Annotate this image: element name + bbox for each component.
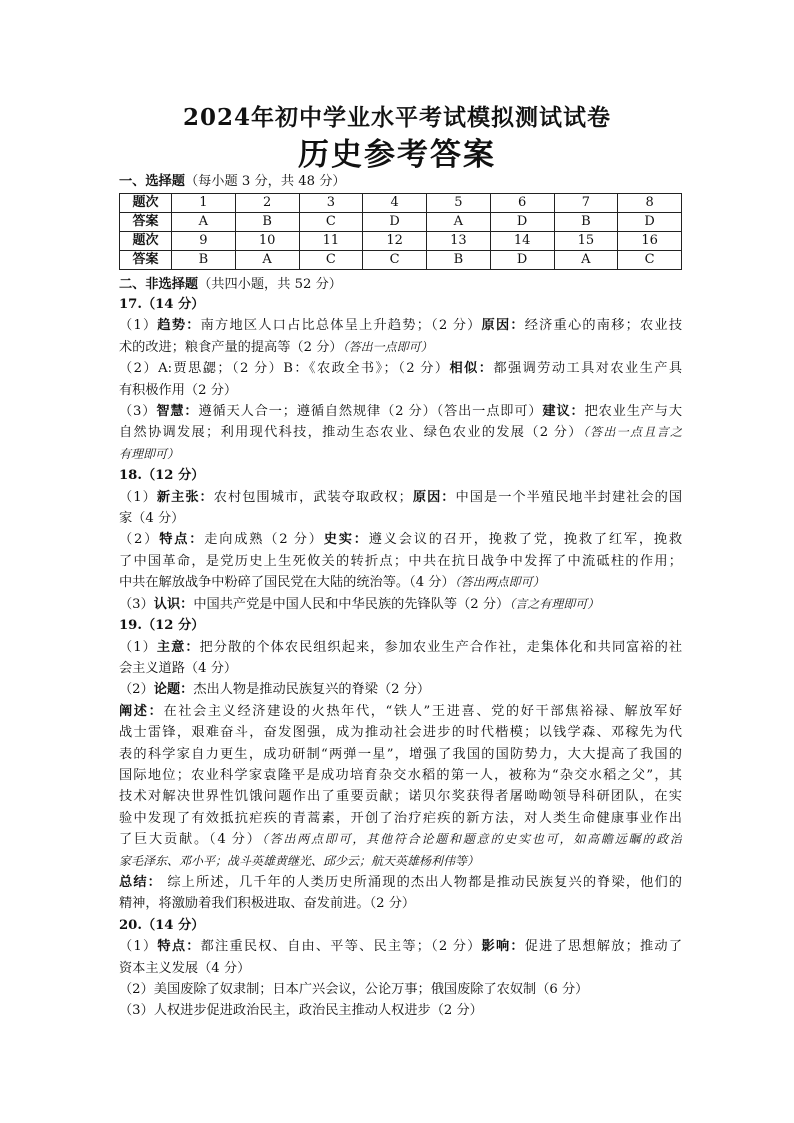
table-cell: C: [299, 251, 363, 270]
answer-note: （答出一点且言之: [582, 425, 682, 440]
answer-line: [119, 508, 682, 529]
answer-line: [119, 872, 682, 893]
table-cell: 16: [618, 232, 682, 251]
table-cell: C: [363, 251, 427, 270]
table-cell: 12: [363, 232, 427, 251]
answer-text: 中国共产党是中国人民和中华民族的先锋队等（2 分）: [193, 596, 510, 612]
answer-line: [119, 294, 682, 315]
table-cell: 9: [172, 232, 236, 251]
table-cell: C: [618, 251, 682, 270]
answer-keyword: 原因：: [411, 489, 456, 505]
answer-keyword: 20.（14 分）: [119, 917, 205, 933]
answer-keyword: 阐述：: [119, 703, 164, 719]
answer-line: [119, 551, 682, 572]
answer-text: 综上所述，几千年的人类历史所涌现的杰出人物都是推动民族复兴的脊梁，他们的: [161, 874, 682, 890]
answer-title: 历史参考答案: [298, 137, 496, 173]
answer-text: （2）: [119, 682, 154, 698]
table-cell: B: [172, 251, 236, 270]
answer-text: 资本主义发展（4 分）: [119, 960, 251, 976]
answer-text: 了巨大贡献。（4 分）: [119, 832, 262, 848]
answer-text: 验中发现了有效抵抗疟疾的青蒿素，开创了治疗疟疾的新方法，对人类生命健康事业作出: [119, 810, 682, 826]
answer-line: [119, 808, 682, 829]
answer-keyword: 总结：: [119, 874, 162, 890]
table-cell: 14: [490, 232, 554, 251]
table-cell: C: [299, 213, 363, 232]
answer-text: （1）: [119, 489, 157, 505]
answer-note: 家毛泽东、邓小平；战斗英雄黄继光、邱少云；航天英雄杨利伟等）: [119, 853, 480, 868]
answer-text: 表的科学家自力更生，成功研制“两弹一星”，增强了我国的国防势力，大大提高了我国的: [119, 746, 682, 762]
answer-line: [119, 529, 682, 550]
answer-keyword: 认识：: [153, 596, 194, 612]
table-cell: 8: [618, 194, 682, 213]
exam-title: 2024年初中学业水平考试模拟测试试卷: [182, 104, 611, 131]
table-cell: 7: [554, 194, 618, 213]
answer-line: [119, 851, 682, 872]
answer-line: [119, 401, 682, 422]
answer-line: [119, 786, 682, 807]
answer-line: [119, 658, 682, 679]
answer-keyword: 19.（12 分）: [119, 618, 205, 634]
answer-note: （答出两点即可）: [454, 575, 545, 590]
answer-keyword: 论题：: [153, 682, 194, 698]
table-cell: 15: [554, 232, 618, 251]
answer-keyword: 特点：: [159, 532, 205, 548]
answer-keyword: 建议：: [542, 404, 585, 420]
table-cell: A: [172, 213, 236, 232]
answer-text: （1）: [119, 939, 158, 955]
answer-line: [119, 315, 682, 336]
section-2-note: （共四小题，共 52 分）: [198, 277, 342, 292]
table-cell: 4: [363, 194, 427, 213]
answer-text: 杰出人物是推动民族复兴的脊梁（2 分）: [193, 682, 431, 698]
answer-text: 农村包围城市，武装夺取政权；: [213, 489, 412, 505]
section-1-heading: [119, 173, 346, 191]
answer-text: 战士雷锋，艰难奋斗，奋发图强，成为推动社会进步的时代楷模；以钱学森、邓稼先为代: [119, 725, 682, 741]
answer-keyword: 影响：: [481, 939, 525, 955]
row-label: 答案: [120, 213, 172, 232]
answer-body: [119, 294, 682, 1022]
answer-line: [119, 358, 682, 379]
answer-keyword: 原因：: [481, 318, 525, 334]
table-cell: D: [618, 213, 682, 232]
answer-line: [119, 380, 682, 401]
table-cell: 13: [427, 232, 491, 251]
answer-text: 技术对解决世界性饥饿问题作出了重要贡献；诺贝尔奖获得者屠呦呦领导科研团队，在实: [119, 789, 682, 805]
table-cell: 1: [172, 194, 236, 213]
answer-keyword: 主意：: [156, 639, 200, 655]
answer-line: [119, 615, 682, 636]
table-cell: D: [490, 251, 554, 270]
section-2-heading: [119, 276, 342, 294]
answer-note: （答出一点即可）: [342, 339, 433, 354]
section-1-note: （每小题 3 分，共 48 分）: [184, 174, 346, 189]
table-cell: 3: [299, 194, 363, 213]
answer-line: [119, 572, 682, 593]
table-cell: D: [363, 213, 427, 232]
answer-keyword: 趋势：: [157, 318, 201, 334]
row-label: 题次: [120, 194, 172, 213]
answer-note: （言之有理即可）: [509, 596, 600, 611]
answer-line: [119, 1000, 682, 1021]
answer-keyword: 17.（14 分）: [119, 297, 205, 312]
answer-text: （2）美国废除了奴隶制；日本广兴会议，公论万事；俄国废除了农奴制（6 分）: [119, 982, 589, 997]
answer-text: （2）: [119, 532, 160, 548]
table-cell: A: [554, 251, 618, 270]
answer-text: 都注重民权、自由、平等、民主等；（2 分）: [200, 939, 482, 955]
answer-line: [119, 722, 682, 743]
answer-text: 把分散的个体农民组织起来，参加农业生产合作社，走集体化和共同富裕的社: [199, 639, 682, 655]
table-cell: B: [235, 213, 299, 232]
answer-note: （答出两点即可，其他符合论题和题意的史实也可，如高瞻远瞩的政治: [261, 832, 682, 847]
answer-text: 在社会主义经济建设的火热年代，“铁人”王进喜、党的好干部焦裕禄、解放军好: [163, 703, 682, 719]
answer-line: [119, 637, 682, 658]
answer-text: 遵义会议的召开，挽救了党，挽救了红军，挽救: [368, 532, 682, 548]
answer-text: （1）: [119, 318, 158, 334]
answer-line: [119, 594, 682, 615]
table-row: [120, 213, 682, 232]
answer-text: 有积极作用（2 分）: [119, 382, 238, 398]
answer-text: 了中国革命，是党历史上生死攸关的转折点；中共在抗日战争中发挥了中流砥柱的作用；: [119, 553, 682, 569]
answer-text: 经济重心的南移；农业技: [524, 318, 682, 334]
answer-keyword: 智慧：: [156, 404, 199, 420]
answer-keyword: 18.（12 分）: [119, 468, 205, 484]
answer-keyword: 相似：: [449, 361, 494, 377]
section-2-label: 二、非选择题: [119, 277, 199, 292]
answer-keyword: 新主张：: [156, 489, 214, 505]
answer-text: 国际地位；农业科学家袁隆平是成功培育杂交水稻的第一人，被称为“杂交水稻之父”，其: [119, 767, 682, 783]
answer-line: [119, 487, 682, 508]
table-row: [120, 194, 682, 213]
answer-note: 有理即可）: [119, 446, 180, 461]
table-cell: 6: [490, 194, 554, 213]
answer-line: [119, 829, 682, 850]
table-cell: 11: [299, 232, 363, 251]
answer-line: [119, 337, 682, 358]
answer-text: 遵循天人合一；遵循自然规律（2 分）（答出一点即可）: [198, 404, 543, 420]
answer-line: [119, 958, 682, 979]
answer-keyword: 特点：: [157, 939, 201, 955]
answer-table: [119, 193, 682, 270]
answer-line: [119, 893, 682, 914]
table-cell: 5: [427, 194, 491, 213]
table-cell: D: [490, 213, 554, 232]
answer-text: （3）人权进步促进政治民主，政治民主推动人权进步（2 分）: [119, 1003, 483, 1019]
answer-text: 南方地区人口占比总体呈上升趋势；（2 分）: [200, 318, 482, 334]
answer-text: 会主义道路（4 分）: [119, 660, 238, 676]
answer-text: （3）: [119, 404, 157, 420]
answer-text: 自然协调发展；利用现代科技，推动生态农业、绿色农业的发展（2 分）: [119, 425, 583, 441]
answer-keyword: 史实：: [323, 532, 369, 548]
answer-text: 都强调劳动工具对农业生产具: [493, 361, 682, 377]
table-cell: B: [554, 213, 618, 232]
answer-text: 走向成熟（2 分）: [204, 532, 324, 548]
answer-line: [119, 701, 682, 722]
answer-text: 中共在解放战争中粉碎了国民党在大陆的统治等。（4 分）: [119, 575, 455, 591]
answer-text: （2）A:贾思勰；（2 分）B：《农政全书》；（2 分）: [119, 361, 450, 377]
answer-line: [119, 422, 682, 443]
answer-text: 术的改进；粮食产量的提高等（2 分）: [119, 339, 343, 355]
table-row: [120, 232, 682, 251]
table-row: [120, 251, 682, 270]
answer-text: 把农业生产与大: [584, 404, 682, 420]
answer-line: [119, 979, 682, 1000]
answer-text: （3）: [119, 596, 154, 612]
row-label: 题次: [120, 232, 172, 251]
table-cell: A: [427, 213, 491, 232]
answer-line: [119, 465, 682, 486]
answer-text: 家（4 分）: [119, 511, 185, 527]
answer-line: [119, 744, 682, 765]
answer-text: 中国是一个半殖民地半封建社会的国: [455, 489, 682, 505]
answer-line: [119, 679, 682, 700]
table-cell: A: [235, 251, 299, 270]
answer-line: [119, 444, 682, 465]
section-1-label: 一、选择题: [119, 174, 185, 189]
answer-text: （1）: [119, 639, 157, 655]
answer-text: 促进了思想解放；推动了: [524, 939, 682, 955]
answer-text: 精神，将激励着我们积极进取、奋发前进。（2 分）: [119, 896, 416, 912]
answer-line: [119, 936, 682, 957]
table-cell: 2: [235, 194, 299, 213]
table-cell: 10: [235, 232, 299, 251]
row-label: 答案: [120, 251, 172, 270]
table-cell: B: [427, 251, 491, 270]
answer-line: [119, 915, 682, 936]
answer-line: [119, 765, 682, 786]
